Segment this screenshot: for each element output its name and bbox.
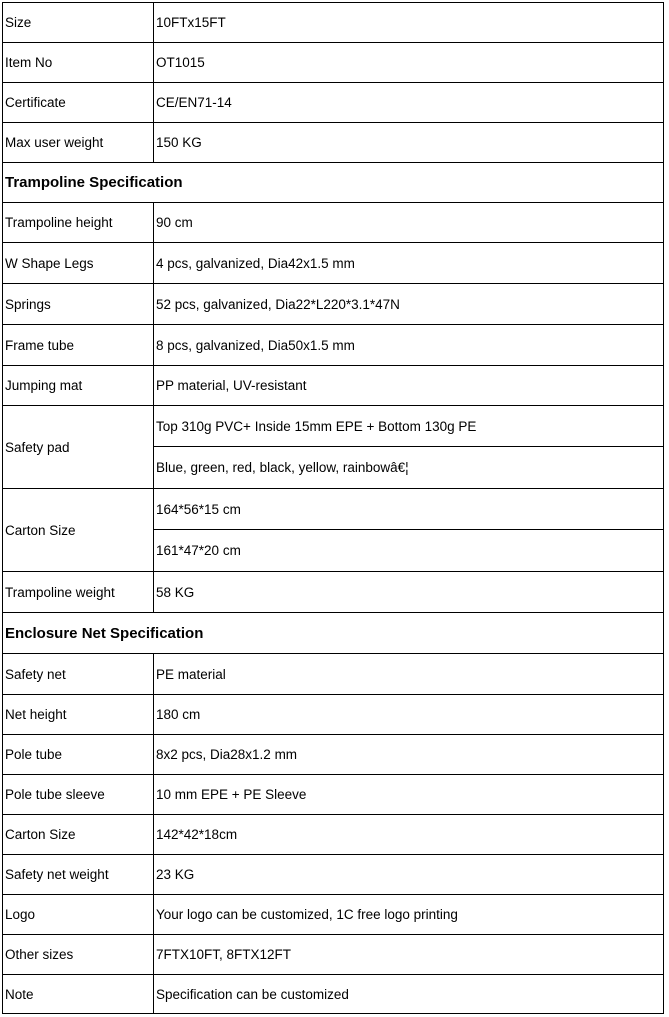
row-value: Blue, green, red, black, yellow, rainbowâ€¦ bbox=[154, 447, 664, 489]
row-label: Carton Size bbox=[3, 815, 154, 855]
table-row bbox=[3, 203, 664, 243]
row-value: PE material bbox=[154, 654, 664, 695]
row-label: Item No bbox=[3, 43, 154, 83]
row-label: Certificate bbox=[3, 83, 154, 123]
row-value: 164*56*15 cm bbox=[154, 489, 664, 530]
row-label: Logo bbox=[3, 895, 154, 935]
row-value: 7FTX10FT, 8FTX12FT bbox=[154, 935, 664, 975]
row-label: Trampoline height bbox=[3, 203, 154, 243]
row-value: 52 pcs, galvanized, Dia22*L220*3.1*47N bbox=[154, 284, 664, 325]
row-value: Specification can be customized bbox=[154, 975, 664, 1014]
row-value: 90 cm bbox=[154, 203, 664, 243]
table-row bbox=[3, 243, 664, 284]
row-value: 4 pcs, galvanized, Dia42x1.5 mm bbox=[154, 243, 664, 284]
row-value: 150 KG bbox=[154, 123, 664, 163]
row-value: Your logo can be customized, 1C free logo printing bbox=[154, 895, 664, 935]
row-label: Jumping mat bbox=[3, 366, 154, 406]
row-label: Frame tube bbox=[3, 325, 154, 366]
section-title-enclosure: Enclosure Net Specification bbox=[3, 613, 664, 654]
row-value: 23 KG bbox=[154, 855, 664, 895]
row-value: 10FTx15FT bbox=[154, 3, 664, 43]
row-label: Safety net weight bbox=[3, 855, 154, 895]
table-row bbox=[3, 572, 664, 613]
row-value: 8x2 pcs, Dia28x1.2 mm bbox=[154, 735, 664, 775]
table-row bbox=[3, 3, 664, 43]
row-label: Safety pad bbox=[3, 406, 154, 489]
row-value: 58 KG bbox=[154, 572, 664, 613]
row-label: Pole tube sleeve bbox=[3, 775, 154, 815]
row-value: CE/EN71-14 bbox=[154, 83, 664, 123]
table-row bbox=[3, 284, 664, 325]
section-header-row bbox=[3, 613, 664, 654]
table-row bbox=[3, 43, 664, 83]
table-row bbox=[3, 775, 664, 815]
table-row bbox=[3, 366, 664, 406]
row-value: 142*42*18cm bbox=[154, 815, 664, 855]
row-value: 8 pcs, galvanized, Dia50x1.5 mm bbox=[154, 325, 664, 366]
row-value: 180 cm bbox=[154, 695, 664, 735]
row-label: Pole tube bbox=[3, 735, 154, 775]
row-value: PP material, UV-resistant bbox=[154, 366, 664, 406]
table-row bbox=[3, 123, 664, 163]
section-title-trampoline: Trampoline Specification bbox=[3, 163, 664, 203]
row-label: Other sizes bbox=[3, 935, 154, 975]
table-row bbox=[3, 654, 664, 695]
table-row bbox=[3, 975, 664, 1014]
specification-table bbox=[2, 2, 664, 1014]
row-label: Trampoline weight bbox=[3, 572, 154, 613]
row-label: Max user weight bbox=[3, 123, 154, 163]
row-label: Note bbox=[3, 975, 154, 1014]
section-header-row bbox=[3, 163, 664, 203]
table-row bbox=[3, 489, 664, 530]
table-row bbox=[3, 83, 664, 123]
table-row bbox=[3, 855, 664, 895]
row-value: Top 310g PVC+ Inside 15mm EPE + Bottom 130g PE bbox=[154, 406, 664, 447]
table-row bbox=[3, 935, 664, 975]
table-row bbox=[3, 735, 664, 775]
row-label: W Shape Legs bbox=[3, 243, 154, 284]
row-label: Safety net bbox=[3, 654, 154, 695]
row-label: Springs bbox=[3, 284, 154, 325]
row-label: Size bbox=[3, 3, 154, 43]
row-label: Carton Size bbox=[3, 489, 154, 572]
row-value: 10 mm EPE + PE Sleeve bbox=[154, 775, 664, 815]
row-value: OT1015 bbox=[154, 43, 664, 83]
table-row bbox=[3, 815, 664, 855]
table-row bbox=[3, 695, 664, 735]
row-label: Net height bbox=[3, 695, 154, 735]
row-value: 161*47*20 cm bbox=[154, 530, 664, 572]
table-row bbox=[3, 406, 664, 447]
table-row bbox=[3, 895, 664, 935]
table-row bbox=[3, 325, 664, 366]
